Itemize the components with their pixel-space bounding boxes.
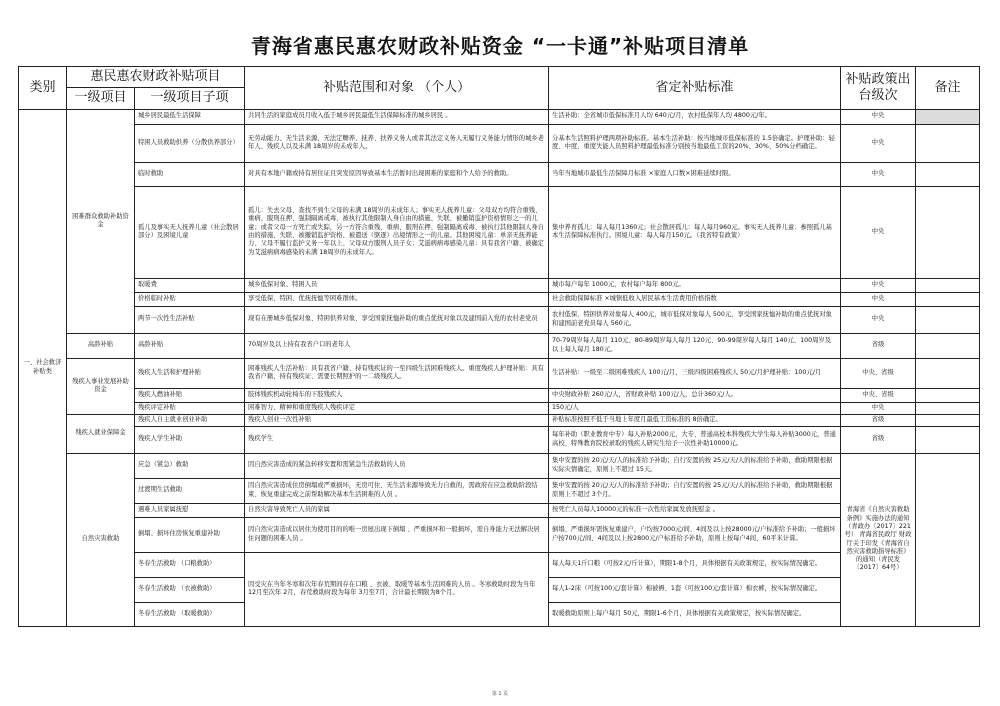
sub-item-cell: 应急（紧急）救助 — [135, 453, 245, 478]
standard-cell: 150元/人 — [549, 402, 841, 414]
remark-cell — [916, 388, 980, 402]
policy-level-cell: 中央 — [841, 402, 916, 414]
table-row — [19, 109, 980, 124]
remark-cell — [916, 306, 980, 333]
scope-cell: 无劳动能力、无生活来源，无法定赡养、抚养、扶养义务人或者其法定义务人无履行义务能力情形的城乡老年人、残疾人以及未满 18周岁的未成年人。 — [245, 124, 549, 162]
header-scope: 补贴范围和对象 （个人） — [245, 67, 549, 110]
table-row — [19, 333, 980, 358]
policy-level-cell: 中央、省级 — [841, 388, 916, 402]
header-remark: 备注 — [916, 67, 980, 110]
table-row — [19, 278, 980, 292]
standard-cell: 倒塌、严重损坏需恢复重建户，户均按7000元/间、4间及以上按28000元/户标准给予补助；一般损坏户按700元/间、4间及以上按2800元/户标准给予补助，原则上按每户4间、60平米计算。 — [549, 517, 841, 552]
scope-cell: 困难残疾人生活补贴：具有我省户籍、持有残疾证的一至四级生活困难残疾人。重度残疾人护理补贴：具有我省户籍、持有残疾证、需要长期照护的一二级残疾人。 — [245, 358, 549, 388]
remark-cell — [916, 414, 980, 426]
sub-item-cell: 冬春生活救助 （口粮救助） — [135, 552, 245, 577]
policy-level-cell: 中央、省级 — [841, 358, 916, 388]
header-level1: 一级项目 — [67, 88, 135, 109]
standard-cell: 社会救助保障标准 ×城镇低收入居民基本生活费用价格指数 — [549, 292, 841, 306]
table-row — [19, 358, 980, 388]
subsidy-table — [18, 66, 980, 627]
sub-item-cell: 高龄补贴 — [135, 333, 245, 358]
scope-cell: 自然灾害导致死亡人员的家属 — [245, 503, 549, 517]
table-row — [19, 124, 980, 162]
table-row — [19, 503, 980, 517]
sub-item-cell: 临时救助 — [135, 162, 245, 186]
standard-cell: 集中安置的按 20元/天/人的标准给予补助；自行安置的按 25元/天/人的标准给予补助，救助期限根据实际灾情确定，原则上不超过 15天。 — [549, 453, 841, 478]
standard-cell: 每人1-2床（可按100元/套计算）棉被褥、1套（可按100元/套计算）棉衣裤，按实际情况确定。 — [549, 577, 841, 602]
scope-cell: 因自然灾害造成以居住为使用目的的唯一房屋出现下倒塌 、严重损坏和一般损坏，需自身能力无法解决居住问题的困难人员 。 — [245, 517, 549, 552]
policy-level-cell: 省级 — [841, 414, 916, 426]
sub-item-cell: 城乡居民最低生活保障 — [135, 109, 245, 124]
sub-item-cell: 残疾人燃油补贴 — [135, 388, 245, 402]
table-row — [19, 426, 980, 453]
remark-cell — [916, 426, 980, 453]
policy-level-cell: 省级 — [841, 333, 916, 358]
table-row — [19, 517, 980, 552]
remark-cell — [916, 109, 980, 124]
standard-cell: 每人每天1斤口粮（可按2元/斤计算），期限1-8个月，具体根据有关政策规定，按实际情况确定。 — [549, 552, 841, 577]
group-cell: 高龄补贴 — [67, 333, 135, 358]
remark-cell — [916, 186, 980, 278]
table-row — [19, 162, 980, 186]
group-cell: 残疾人事业发展补助资金 — [67, 358, 135, 414]
scope-cell: 因自然灾害造成的紧急转移安置和需紧急生活救助的人员 — [245, 453, 549, 478]
scope-cell: 困难智力、精神和重度残疾人残疾评定 — [245, 402, 549, 414]
header-standard: 省定补贴标准 — [549, 67, 841, 110]
remark-cell — [916, 453, 980, 626]
category-cell: 一、社会救济补贴类 — [19, 109, 67, 626]
sub-item-cell: 冬春生活救助 （衣被救助） — [135, 577, 245, 602]
standard-cell: 每年补助（职业教育中专）每人补贴2000元，大专、普通高校本科残疾大学生每人补贴3000元，普通高校、特殊教育院校录取的残疾人研究生给予一次性补助10000元。 — [549, 426, 841, 453]
table-row — [19, 306, 980, 333]
table-row — [19, 552, 980, 577]
standard-cell: 70-79周岁每人每月 110元、80-89周岁每人每月 120元、90-99周岁每人每月 140元、100周岁及以上每人每月 180元。 — [549, 333, 841, 358]
sub-item-cell: 两节一次性生活补贴 — [135, 306, 245, 333]
sub-item-cell: 价格临时补贴 — [135, 292, 245, 306]
sub-item-cell: 孤儿及事实无人抚养儿童（社会散居部分）及困境儿童 — [135, 186, 245, 278]
sub-item-cell: 过渡期生活救助 — [135, 478, 245, 503]
policy-level-cell: 中央 — [841, 124, 916, 162]
header-row-1 — [19, 67, 980, 88]
table-row — [19, 402, 980, 414]
sub-item-cell: 残疾人自主就业创业补助 — [135, 414, 245, 426]
scope-cell: 残疾学生 — [245, 426, 549, 453]
table-row — [19, 186, 980, 278]
header-policy-level: 补贴政策出台级次 — [841, 67, 916, 110]
header-program-group: 惠民惠农财政补贴项目 — [67, 67, 245, 88]
table-row — [19, 414, 980, 426]
standard-cell: 当年当地城市最低生活保障月标准 ×家庭人口数×困难延续时限。 — [549, 162, 841, 186]
remark-cell — [916, 162, 980, 186]
group-cell: 残疾人就业保障金 — [67, 414, 135, 453]
group-cell: 自然灾害救助 — [67, 453, 135, 626]
sub-item-cell: 冬春生活救助 （取暖救助） — [135, 602, 245, 626]
policy-level-cell: 中央 — [841, 292, 916, 306]
sub-item-cell: 残疾人生活和护理补贴 — [135, 358, 245, 388]
standard-cell: 生活补助：全省城市低保标准月人均 640元/月，农村低保年人均 4800元/年。 — [549, 109, 841, 124]
remark-cell — [916, 278, 980, 292]
remark-cell — [916, 124, 980, 162]
policy-level-cell: 中央 — [841, 278, 916, 292]
sub-item-cell: 残疾评定补贴 — [135, 402, 245, 414]
standard-cell: 集中养育孤儿：每人每月1360元；社会散居孤儿：每人每月960元。事实无人抚养儿童：参照孤儿基本生活保障标准执行。困境儿童：每人每月150元。（我省特有政策） — [549, 186, 841, 278]
scope-cell: 70周岁及以上持有我省户口的老年人 — [245, 333, 549, 358]
standard-cell: 中央财政补贴 260元/人，省财政补贴 100元/人，总计360元/人。 — [549, 388, 841, 402]
standard-cell: 按死亡人员每人10000元的标准一次性给家属发放抚慰金 。 — [549, 503, 841, 517]
policy-level-cell: 省级 — [841, 426, 916, 453]
standard-cell: 补贴标准按照不低于当地上年度月最低工资标准的 8倍确定。 — [549, 414, 841, 426]
table-row — [19, 453, 980, 478]
sub-item-cell: 遇难人员家属抚慰 — [135, 503, 245, 517]
scope-cell: 孤儿：失去父母、查找不到生父母的未满 18周岁的未成年人；事实无人抚养儿童：父母双方均符合重残、重病、服刑在押、强制隔离戒毒、被执行其他限制人身自由的措施、失联、被撤销监护资格情形之一的儿童；或者父母一方死亡或失踪，另一方符合重残、重病、服刑在押、强制隔离戒毒、被执行其他限制人身自由的措施、失联、被撤销监护资格、被遣送（驱逐）出境情形之一的儿童。其他困境儿童：单亲无抚养能力、父母不履行监护义务一年以上、父母双方服刑人员子女；艾滋病病毒感染儿童：具有我省户籍、被确定为艾滋病病毒感染的未满 18周岁的未成年人。 — [245, 186, 549, 278]
standard-cell: 分基本生活照料护理两项补助标准。基本生活补助：按当地城市低保标准的 1.5倍确定。护理补助：轻度、中度、重度失能人员照料护理最低标准分别按当地最低工资的20%、30%、50%分档确定。 — [549, 124, 841, 162]
sub-item-cell: 特困人员救助供养（分散供养部分） — [135, 124, 245, 162]
scope-cell: 肢体残疾机动轮椅车的下肢残疾人 — [245, 388, 549, 402]
policy-level-cell: 中央 — [841, 162, 916, 186]
remark-cell — [916, 358, 980, 388]
page-title: 青海省惠民惠农财政补贴资金 “一卡通”补贴项目清单 — [250, 34, 750, 58]
remark-cell — [916, 292, 980, 306]
policy-level-cell: 中央 — [841, 306, 916, 333]
page-footer: 第 1 页 — [491, 691, 509, 697]
table-row — [19, 478, 980, 503]
scope-cell: 残疾人创业一次性补贴 — [245, 414, 549, 426]
scope-cell: 共同生活的家庭成员月收入低于城乡居民最低生活保障标准的城乡居民 。 — [245, 109, 549, 124]
standard-cell: 取暖救助原则上每户每月 50元，期限1-6个月，具体根据有关政策规定，按实际情况确定。 — [549, 602, 841, 626]
policy-level-cell: 中央 — [841, 109, 916, 124]
sub-item-cell: 取暖费 — [135, 278, 245, 292]
standard-cell: 集中安置的按 20元/天/人的标准给予补助；自行安置的按 25元/天/人的标准给予补助，救助期限根据原则上不超过 3个月。 — [549, 478, 841, 503]
sub-item-cell: 倒塌、损坏住房恢复重建补助 — [135, 517, 245, 552]
header-category: 类别 — [19, 67, 67, 110]
group-cell: 困难群众救助补助资金 — [67, 109, 135, 333]
disaster-policy-note: 青海省《自然灾害救助条例》实施办法的通知（青政办〔2017〕221号） 青海省民政厅 财政厅关于印发《青海省自然灾害救助指导标准》的通知（青民发〔2017〕64号） — [841, 453, 916, 626]
remark-cell — [916, 333, 980, 358]
standard-cell: 城市每户每年 1000元，农村每户每年 800元。 — [549, 278, 841, 292]
standard-cell: 农村低保、特困供养对象每人 400元，城市低保对象每人 500元，享受国家抚恤补助的重点优抚对象和建国前老党员每人 560元。 — [549, 306, 841, 333]
scope-cell: 对具有本地户籍或持有居住证且突发原因导致基本生活暂时出现困难的家庭和个人给予的救助。 — [245, 162, 549, 186]
scope-cell: 因受灾在当年冬寒和次年春荒期间存在口粮 、衣被、取暖等基本生活困难的人员 。冬寒救助时段为当年 12月至次年 2月，春荒救助时段为每年 3月至7月，合计最长期限为8个月。 — [245, 552, 549, 626]
scope-cell: 现有在册城乡低保对象、特困供养对象、享受国家抚恤补助的重点优抚对象以及建国前入党的农村老党员 — [245, 306, 549, 333]
table-row — [19, 292, 980, 306]
table-row — [19, 388, 980, 402]
scope-cell: 因自然灾害造成住房倒塌或严重损坏，无房可住、无生活来源导致无力自救的，需政府在应急救助阶段结束、恢复重建完成之前帮助解决基本生活困难的人员 。 — [245, 478, 549, 503]
scope-cell: 城乡低保对象、特困人员 — [245, 278, 549, 292]
scope-cell: 享受低保、特困、优抚抚恤等困难群体。 — [245, 292, 549, 306]
standard-cell: 生活补贴：一级至二级困难残疾人 100元/月，三级四级困难残疾人 50元/月护理补贴：100元/月 — [549, 358, 841, 388]
policy-level-cell: 中央 — [841, 186, 916, 278]
remark-cell — [916, 402, 980, 414]
sub-item-cell: 残疾人学生补助 — [135, 426, 245, 453]
header-level1-sub: 一级项目子项 — [135, 88, 245, 109]
